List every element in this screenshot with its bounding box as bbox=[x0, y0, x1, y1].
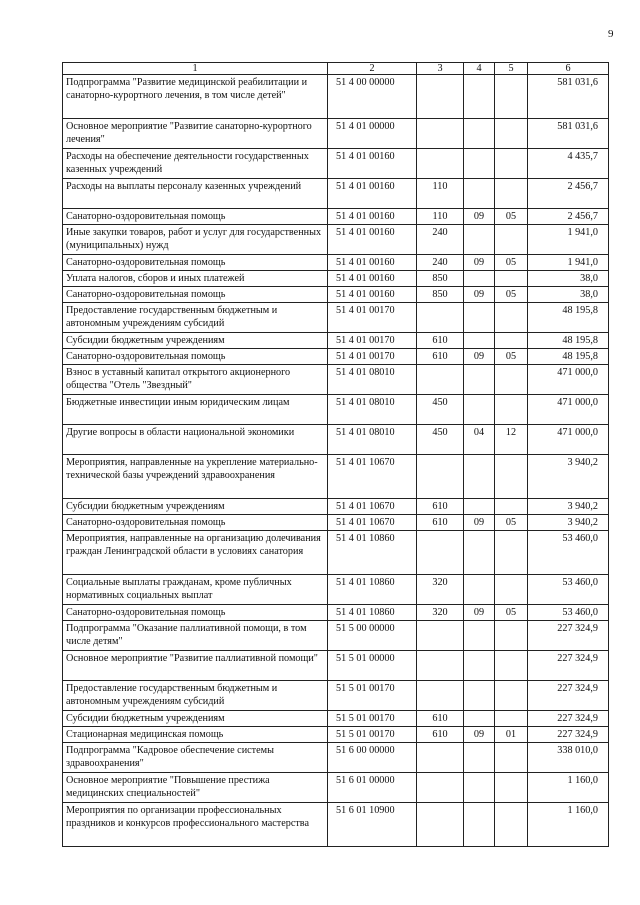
row-section-cell bbox=[464, 75, 495, 119]
row-amount-cell: 581 031,6 bbox=[528, 75, 609, 119]
row-code-cell: 51 4 01 00170 bbox=[328, 333, 417, 349]
table-row bbox=[63, 727, 609, 743]
row-code-cell: 51 4 01 10670 bbox=[328, 455, 417, 499]
table-row bbox=[63, 499, 609, 515]
row-section-cell bbox=[464, 575, 495, 605]
row-name-cell: Основное мероприятие "Развитие санаторно-курортного лечения" bbox=[63, 119, 328, 149]
table-row bbox=[63, 349, 609, 365]
row-subsection-cell bbox=[495, 225, 528, 255]
row-code-cell: 51 4 01 08010 bbox=[328, 365, 417, 395]
budget-table bbox=[62, 62, 609, 847]
row-section-cell bbox=[464, 711, 495, 727]
row-subsection-cell bbox=[495, 271, 528, 287]
table-row bbox=[63, 287, 609, 303]
row-subsection-cell bbox=[495, 651, 528, 681]
row-name-cell: Предоставление государственным бюджетным и автономным учреждениям субсидий bbox=[63, 681, 328, 711]
row-name-cell: Стационарная медицинская помощь bbox=[63, 727, 328, 743]
row-expense-type-cell bbox=[417, 303, 464, 333]
table-row bbox=[63, 365, 609, 395]
row-amount-cell: 48 195,8 bbox=[528, 349, 609, 365]
row-expense-type-cell: 610 bbox=[417, 727, 464, 743]
table-row bbox=[63, 773, 609, 803]
row-expense-type-cell: 450 bbox=[417, 425, 464, 455]
row-subsection-cell: 01 bbox=[495, 727, 528, 743]
row-code-cell: 51 5 01 00000 bbox=[328, 651, 417, 681]
row-section-cell bbox=[464, 681, 495, 711]
row-subsection-cell bbox=[495, 773, 528, 803]
row-amount-cell: 48 195,8 bbox=[528, 303, 609, 333]
row-code-cell: 51 4 00 00000 bbox=[328, 75, 417, 119]
row-code-cell: 51 5 01 00170 bbox=[328, 681, 417, 711]
row-amount-cell: 53 460,0 bbox=[528, 531, 609, 575]
row-expense-type-cell bbox=[417, 621, 464, 651]
row-subsection-cell bbox=[495, 499, 528, 515]
row-section-cell bbox=[464, 499, 495, 515]
table-row bbox=[63, 455, 609, 499]
row-section-cell bbox=[464, 179, 495, 209]
header-col-3: 3 bbox=[417, 63, 464, 75]
row-code-cell: 51 4 01 00170 bbox=[328, 303, 417, 333]
row-amount-cell: 53 460,0 bbox=[528, 605, 609, 621]
row-subsection-cell bbox=[495, 149, 528, 179]
row-expense-type-cell bbox=[417, 455, 464, 499]
row-amount-cell: 227 324,9 bbox=[528, 621, 609, 651]
row-code-cell: 51 4 01 10860 bbox=[328, 605, 417, 621]
row-subsection-cell: 05 bbox=[495, 287, 528, 303]
row-section-cell bbox=[464, 455, 495, 499]
row-expense-type-cell: 850 bbox=[417, 287, 464, 303]
row-name-cell: Подпрограмма "Развитие медицинской реабилитации и санаторно-курортного лечения, в том числе детей" bbox=[63, 75, 328, 119]
row-subsection-cell bbox=[495, 75, 528, 119]
row-subsection-cell: 05 bbox=[495, 605, 528, 621]
row-name-cell: Другие вопросы в области национальной экономики bbox=[63, 425, 328, 455]
row-amount-cell: 227 324,9 bbox=[528, 711, 609, 727]
row-subsection-cell bbox=[495, 681, 528, 711]
row-subsection-cell bbox=[495, 303, 528, 333]
row-expense-type-cell: 850 bbox=[417, 271, 464, 287]
row-amount-cell: 3 940,2 bbox=[528, 499, 609, 515]
row-name-cell: Санаторно-оздоровительная помощь bbox=[63, 255, 328, 271]
row-subsection-cell: 05 bbox=[495, 255, 528, 271]
row-section-cell bbox=[464, 303, 495, 333]
row-amount-cell: 1 160,0 bbox=[528, 803, 609, 847]
row-expense-type-cell bbox=[417, 803, 464, 847]
row-name-cell: Уплата налогов, сборов и иных платежей bbox=[63, 271, 328, 287]
row-code-cell: 51 4 01 00160 bbox=[328, 179, 417, 209]
table-row bbox=[63, 395, 609, 425]
row-name-cell: Подпрограмма "Кадровое обеспечение системы здравоохранения" bbox=[63, 743, 328, 773]
row-expense-type-cell: 110 bbox=[417, 209, 464, 225]
row-amount-cell: 2 456,7 bbox=[528, 209, 609, 225]
row-code-cell: 51 4 01 10670 bbox=[328, 515, 417, 531]
row-section-cell: 09 bbox=[464, 727, 495, 743]
table-row bbox=[63, 681, 609, 711]
row-expense-type-cell: 240 bbox=[417, 255, 464, 271]
row-code-cell: 51 4 01 08010 bbox=[328, 395, 417, 425]
row-code-cell: 51 5 00 00000 bbox=[328, 621, 417, 651]
row-amount-cell: 1 160,0 bbox=[528, 773, 609, 803]
row-expense-type-cell: 610 bbox=[417, 499, 464, 515]
row-amount-cell: 471 000,0 bbox=[528, 365, 609, 395]
row-section-cell: 09 bbox=[464, 209, 495, 225]
table-row bbox=[63, 179, 609, 209]
row-section-cell bbox=[464, 531, 495, 575]
row-expense-type-cell bbox=[417, 149, 464, 179]
row-name-cell: Подпрограмма "Оказание паллиативной помощи, в том числе детям" bbox=[63, 621, 328, 651]
row-amount-cell: 4 435,7 bbox=[528, 149, 609, 179]
row-code-cell: 51 4 01 10860 bbox=[328, 575, 417, 605]
row-name-cell: Санаторно-оздоровительная помощь bbox=[63, 349, 328, 365]
row-section-cell bbox=[464, 333, 495, 349]
row-code-cell: 51 4 01 10670 bbox=[328, 499, 417, 515]
table-header-row bbox=[63, 63, 609, 75]
row-subsection-cell bbox=[495, 365, 528, 395]
row-expense-type-cell bbox=[417, 365, 464, 395]
row-subsection-cell bbox=[495, 179, 528, 209]
row-amount-cell: 3 940,2 bbox=[528, 455, 609, 499]
row-subsection-cell: 12 bbox=[495, 425, 528, 455]
row-name-cell: Основное мероприятие "Повышение престижа медицинских специальностей" bbox=[63, 773, 328, 803]
row-subsection-cell bbox=[495, 395, 528, 425]
header-col-1: 1 bbox=[63, 63, 328, 75]
table-row bbox=[63, 425, 609, 455]
row-expense-type-cell: 320 bbox=[417, 575, 464, 605]
header-col-5: 5 bbox=[495, 63, 528, 75]
row-code-cell: 51 4 01 00160 bbox=[328, 149, 417, 179]
row-expense-type-cell: 450 bbox=[417, 395, 464, 425]
table-row bbox=[63, 119, 609, 149]
table-row bbox=[63, 605, 609, 621]
row-name-cell: Бюджетные инвестиции иным юридическим лицам bbox=[63, 395, 328, 425]
row-section-cell bbox=[464, 271, 495, 287]
table-row bbox=[63, 333, 609, 349]
table-row bbox=[63, 303, 609, 333]
row-amount-cell: 338 010,0 bbox=[528, 743, 609, 773]
row-code-cell: 51 4 01 00160 bbox=[328, 209, 417, 225]
table-body bbox=[63, 75, 609, 847]
row-expense-type-cell bbox=[417, 773, 464, 803]
row-expense-type-cell bbox=[417, 743, 464, 773]
row-code-cell: 51 4 01 00170 bbox=[328, 349, 417, 365]
table-row bbox=[63, 531, 609, 575]
row-code-cell: 51 4 01 00160 bbox=[328, 287, 417, 303]
table-row bbox=[63, 255, 609, 271]
row-name-cell: Субсидии бюджетным учреждениям bbox=[63, 499, 328, 515]
row-code-cell: 51 6 01 10900 bbox=[328, 803, 417, 847]
row-amount-cell: 471 000,0 bbox=[528, 425, 609, 455]
row-name-cell: Субсидии бюджетным учреждениям bbox=[63, 333, 328, 349]
row-subsection-cell bbox=[495, 333, 528, 349]
row-name-cell: Расходы на выплаты персоналу казенных учреждений bbox=[63, 179, 328, 209]
row-expense-type-cell: 110 bbox=[417, 179, 464, 209]
row-subsection-cell bbox=[495, 743, 528, 773]
row-amount-cell: 48 195,8 bbox=[528, 333, 609, 349]
row-section-cell: 09 bbox=[464, 349, 495, 365]
row-amount-cell: 38,0 bbox=[528, 287, 609, 303]
row-amount-cell: 38,0 bbox=[528, 271, 609, 287]
table-row bbox=[63, 651, 609, 681]
row-subsection-cell bbox=[495, 621, 528, 651]
row-subsection-cell bbox=[495, 575, 528, 605]
row-amount-cell: 1 941,0 bbox=[528, 225, 609, 255]
row-code-cell: 51 4 01 00000 bbox=[328, 119, 417, 149]
table-row bbox=[63, 575, 609, 605]
table-row bbox=[63, 271, 609, 287]
row-code-cell: 51 4 01 08010 bbox=[328, 425, 417, 455]
row-amount-cell: 227 324,9 bbox=[528, 727, 609, 743]
row-subsection-cell: 05 bbox=[495, 515, 528, 531]
row-expense-type-cell bbox=[417, 651, 464, 681]
row-code-cell: 51 4 01 00160 bbox=[328, 255, 417, 271]
row-expense-type-cell: 320 bbox=[417, 605, 464, 621]
row-subsection-cell bbox=[495, 803, 528, 847]
row-name-cell: Субсидии бюджетным учреждениям bbox=[63, 711, 328, 727]
table-row bbox=[63, 711, 609, 727]
table-row bbox=[63, 743, 609, 773]
row-name-cell: Санаторно-оздоровительная помощь bbox=[63, 515, 328, 531]
row-section-cell bbox=[464, 803, 495, 847]
row-subsection-cell bbox=[495, 119, 528, 149]
row-section-cell bbox=[464, 149, 495, 179]
table-row bbox=[63, 225, 609, 255]
row-section-cell bbox=[464, 225, 495, 255]
row-expense-type-cell bbox=[417, 681, 464, 711]
row-section-cell bbox=[464, 743, 495, 773]
row-expense-type-cell: 240 bbox=[417, 225, 464, 255]
row-name-cell: Мероприятия, направленные на укрепление материально-технической базы учреждений здравоохранения bbox=[63, 455, 328, 499]
row-section-cell bbox=[464, 395, 495, 425]
row-name-cell: Санаторно-оздоровительная помощь bbox=[63, 287, 328, 303]
row-name-cell: Мероприятия, направленные на организацию долечивания граждан Ленинградской области в условиях санатория bbox=[63, 531, 328, 575]
row-expense-type-cell: 610 bbox=[417, 515, 464, 531]
row-section-cell: 09 bbox=[464, 287, 495, 303]
row-name-cell: Социальные выплаты гражданам, кроме публичных нормативных социальных выплат bbox=[63, 575, 328, 605]
row-name-cell: Предоставление государственным бюджетным и автономным учреждениям субсидий bbox=[63, 303, 328, 333]
row-name-cell: Взнос в уставный капитал открытого акционерного общества "Отель "Звездный" bbox=[63, 365, 328, 395]
row-section-cell bbox=[464, 365, 495, 395]
row-section-cell: 09 bbox=[464, 605, 495, 621]
row-section-cell bbox=[464, 773, 495, 803]
row-expense-type-cell: 610 bbox=[417, 349, 464, 365]
header-col-6: 6 bbox=[528, 63, 609, 75]
row-section-cell bbox=[464, 651, 495, 681]
table-row bbox=[63, 621, 609, 651]
row-subsection-cell bbox=[495, 711, 528, 727]
row-amount-cell: 227 324,9 bbox=[528, 651, 609, 681]
row-code-cell: 51 5 01 00170 bbox=[328, 727, 417, 743]
table-row bbox=[63, 803, 609, 847]
row-amount-cell: 1 941,0 bbox=[528, 255, 609, 271]
row-name-cell: Расходы на обеспечение деятельности государственных казенных учреждений bbox=[63, 149, 328, 179]
row-code-cell: 51 4 01 10860 bbox=[328, 531, 417, 575]
table-row bbox=[63, 75, 609, 119]
row-expense-type-cell bbox=[417, 75, 464, 119]
row-section-cell: 04 bbox=[464, 425, 495, 455]
row-name-cell: Санаторно-оздоровительная помощь bbox=[63, 605, 328, 621]
row-subsection-cell: 05 bbox=[495, 209, 528, 225]
row-code-cell: 51 6 00 00000 bbox=[328, 743, 417, 773]
header-col-4: 4 bbox=[464, 63, 495, 75]
row-expense-type-cell: 610 bbox=[417, 333, 464, 349]
row-subsection-cell bbox=[495, 531, 528, 575]
row-code-cell: 51 6 01 00000 bbox=[328, 773, 417, 803]
row-expense-type-cell bbox=[417, 119, 464, 149]
table-row bbox=[63, 149, 609, 179]
row-amount-cell: 53 460,0 bbox=[528, 575, 609, 605]
row-amount-cell: 581 031,6 bbox=[528, 119, 609, 149]
row-name-cell: Основное мероприятие "Развитие паллиативной помощи" bbox=[63, 651, 328, 681]
row-section-cell: 09 bbox=[464, 255, 495, 271]
table-row bbox=[63, 515, 609, 531]
table-row bbox=[63, 209, 609, 225]
row-amount-cell: 3 940,2 bbox=[528, 515, 609, 531]
row-amount-cell: 227 324,9 bbox=[528, 681, 609, 711]
row-subsection-cell: 05 bbox=[495, 349, 528, 365]
row-name-cell: Мероприятия по организации профессиональных праздников и конкурсов профессионального мастерства bbox=[63, 803, 328, 847]
row-code-cell: 51 4 01 00160 bbox=[328, 225, 417, 255]
page-number: 9 bbox=[608, 28, 614, 40]
row-subsection-cell bbox=[495, 455, 528, 499]
row-name-cell: Санаторно-оздоровительная помощь bbox=[63, 209, 328, 225]
row-expense-type-cell: 610 bbox=[417, 711, 464, 727]
row-amount-cell: 2 456,7 bbox=[528, 179, 609, 209]
row-section-cell: 09 bbox=[464, 515, 495, 531]
row-code-cell: 51 4 01 00160 bbox=[328, 271, 417, 287]
row-amount-cell: 471 000,0 bbox=[528, 395, 609, 425]
header-col-2: 2 bbox=[328, 63, 417, 75]
row-code-cell: 51 5 01 00170 bbox=[328, 711, 417, 727]
row-name-cell: Иные закупки товаров, работ и услуг для государственных (муниципальных) нужд bbox=[63, 225, 328, 255]
row-expense-type-cell bbox=[417, 531, 464, 575]
row-section-cell bbox=[464, 621, 495, 651]
row-section-cell bbox=[464, 119, 495, 149]
